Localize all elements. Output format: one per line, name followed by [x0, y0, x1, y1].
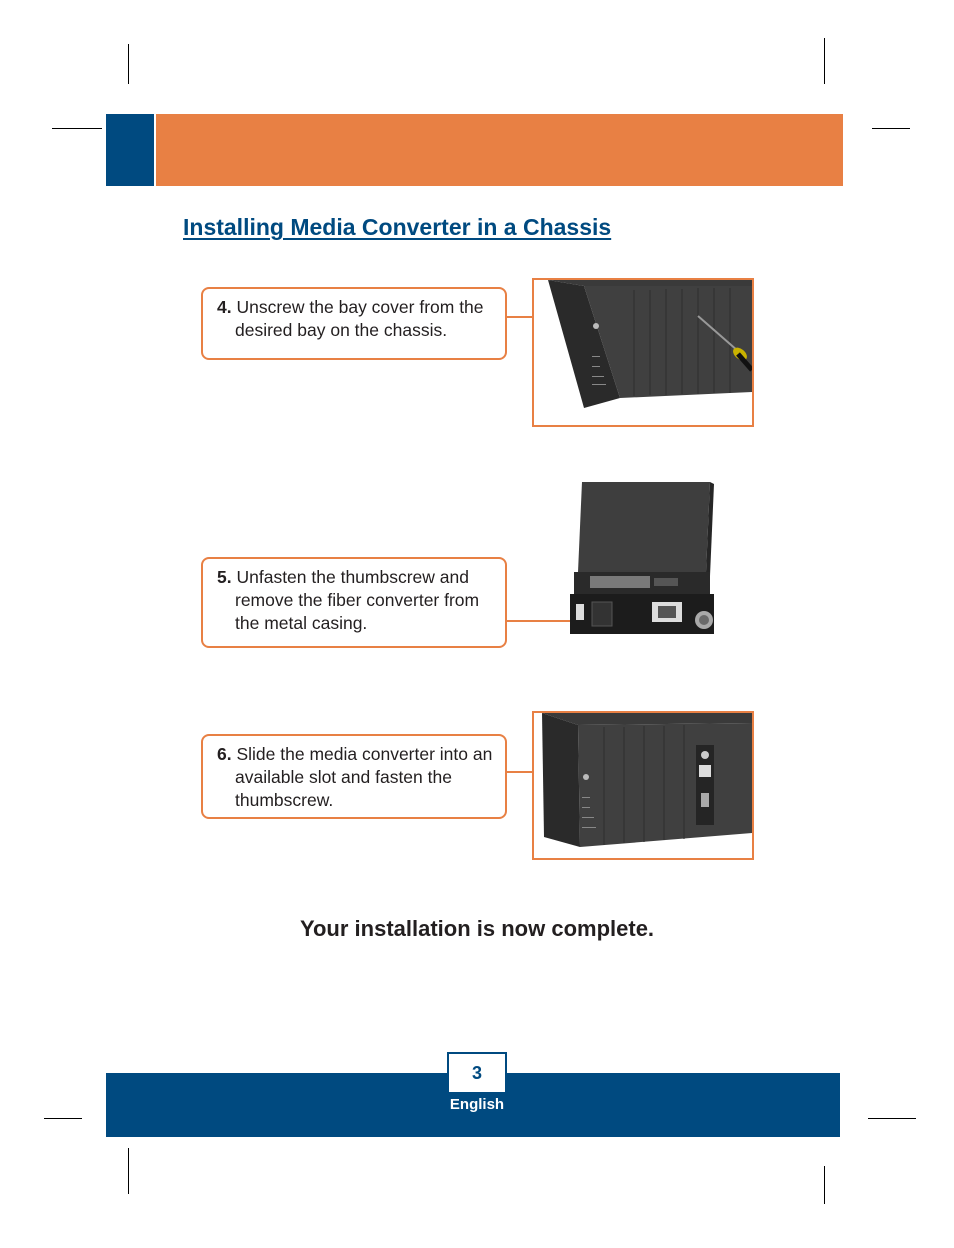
crop-mark	[868, 1118, 916, 1119]
chassis-installed-image	[534, 713, 752, 858]
step-5-callout	[201, 557, 507, 648]
language-label: English	[449, 1096, 505, 1113]
crop-mark	[44, 1118, 82, 1119]
step-6-callout	[201, 734, 507, 819]
step-4-callout	[201, 287, 507, 360]
converter-casing-image	[566, 480, 722, 638]
step-6-photo	[532, 711, 754, 860]
header-orange-bar	[156, 114, 843, 186]
step-5-photo	[566, 480, 722, 638]
page-number: 3	[447, 1052, 507, 1094]
crop-mark	[52, 128, 102, 129]
section-title: Installing Media Converter in a Chassis	[183, 214, 612, 240]
crop-mark	[872, 128, 910, 129]
step-4-photo	[532, 278, 754, 427]
step-number: 5.	[217, 567, 232, 587]
crop-mark	[824, 1166, 825, 1204]
completion-message: Your installation is now complete.	[299, 916, 655, 941]
step-text: Slide the media converter into an available slot and fasten the thumbscrew.	[235, 744, 493, 810]
step-number: 4.	[217, 297, 232, 317]
crop-mark	[824, 38, 825, 84]
header-blue-tab	[106, 114, 154, 186]
step-text: Unscrew the bay cover from the desired bay on the chassis.	[235, 297, 484, 340]
crop-mark	[128, 44, 129, 84]
step-number: 6.	[217, 744, 232, 764]
crop-mark	[128, 1148, 129, 1194]
step-text: Unfasten the thumbscrew and remove the fiber converter from the metal casing.	[235, 567, 480, 633]
chassis-image	[534, 280, 752, 425]
